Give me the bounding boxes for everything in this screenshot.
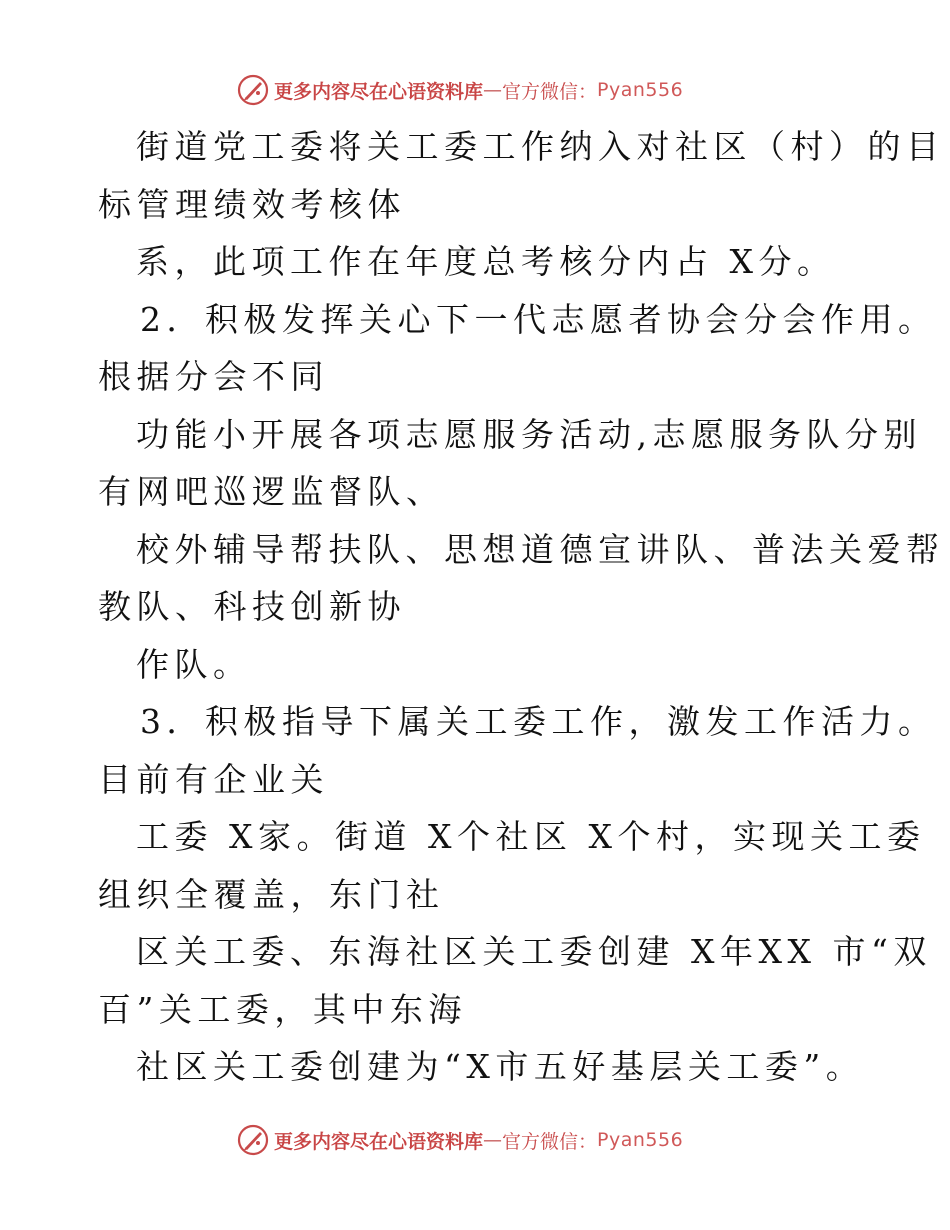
document-body [98,118,945,1096]
body-line: 功能小开展各项志愿服务活动,志愿服务队分别 [136,414,922,454]
body-line: 校外辅导帮扶队、思想道德宣讲队、普法关爱帮 [136,529,945,569]
body-line: 有网吧巡逻监督队、 [98,472,445,511]
body-line: 组织全覆盖，东门社 [98,874,445,914]
quill-pen-logo-icon [236,73,270,107]
footer-watermark [236,1122,683,1158]
body-line: 作队。 [136,644,252,684]
body-line: 工委 X家。街道 X个社区 X个村，实现关工委 [136,817,926,856]
quill-pen-logo-icon [236,1123,270,1157]
body-line: 2．积极发挥关心下一代志愿者协会分会作用。 [140,299,937,339]
watermark-wechat-id: Pyan556 [597,79,684,101]
body-line: 系，此项工作在年度总考核分内占 X分。 [136,242,836,281]
watermark-separator: — [483,79,503,101]
watermark-main-text: 更多内容尽在心语资料库 [274,80,484,103]
watermark-suffix-text: 官方微信： [502,1130,598,1153]
watermark-separator: — [483,1129,503,1151]
body-line: 教队、科技创新协 [98,587,406,626]
header-watermark [236,72,683,108]
body-line: 百”关工委，其中东海 [98,989,467,1029]
body-line: 社区关工委创建为“X市五好基层关工委”。 [136,1047,865,1086]
watermark-wechat-id: Pyan556 [597,1129,684,1151]
watermark-main-text: 更多内容尽在心语资料库 [274,1130,484,1153]
watermark-suffix-text: 官方微信： [502,80,598,103]
body-line: 区关工委、东海社区关工委创建 X年XX 市“双 [136,932,932,971]
body-line: 根据分会不同 [98,357,329,396]
body-line: 街道党工委将关工委工作纳入对社区（村）的目 [136,127,945,166]
body-line: 标管理绩效考核体 [98,184,406,224]
body-line: 3．积极指导下属关工委工作，激发工作活力。 [140,702,937,741]
body-line: 目前有企业关 [98,759,329,799]
